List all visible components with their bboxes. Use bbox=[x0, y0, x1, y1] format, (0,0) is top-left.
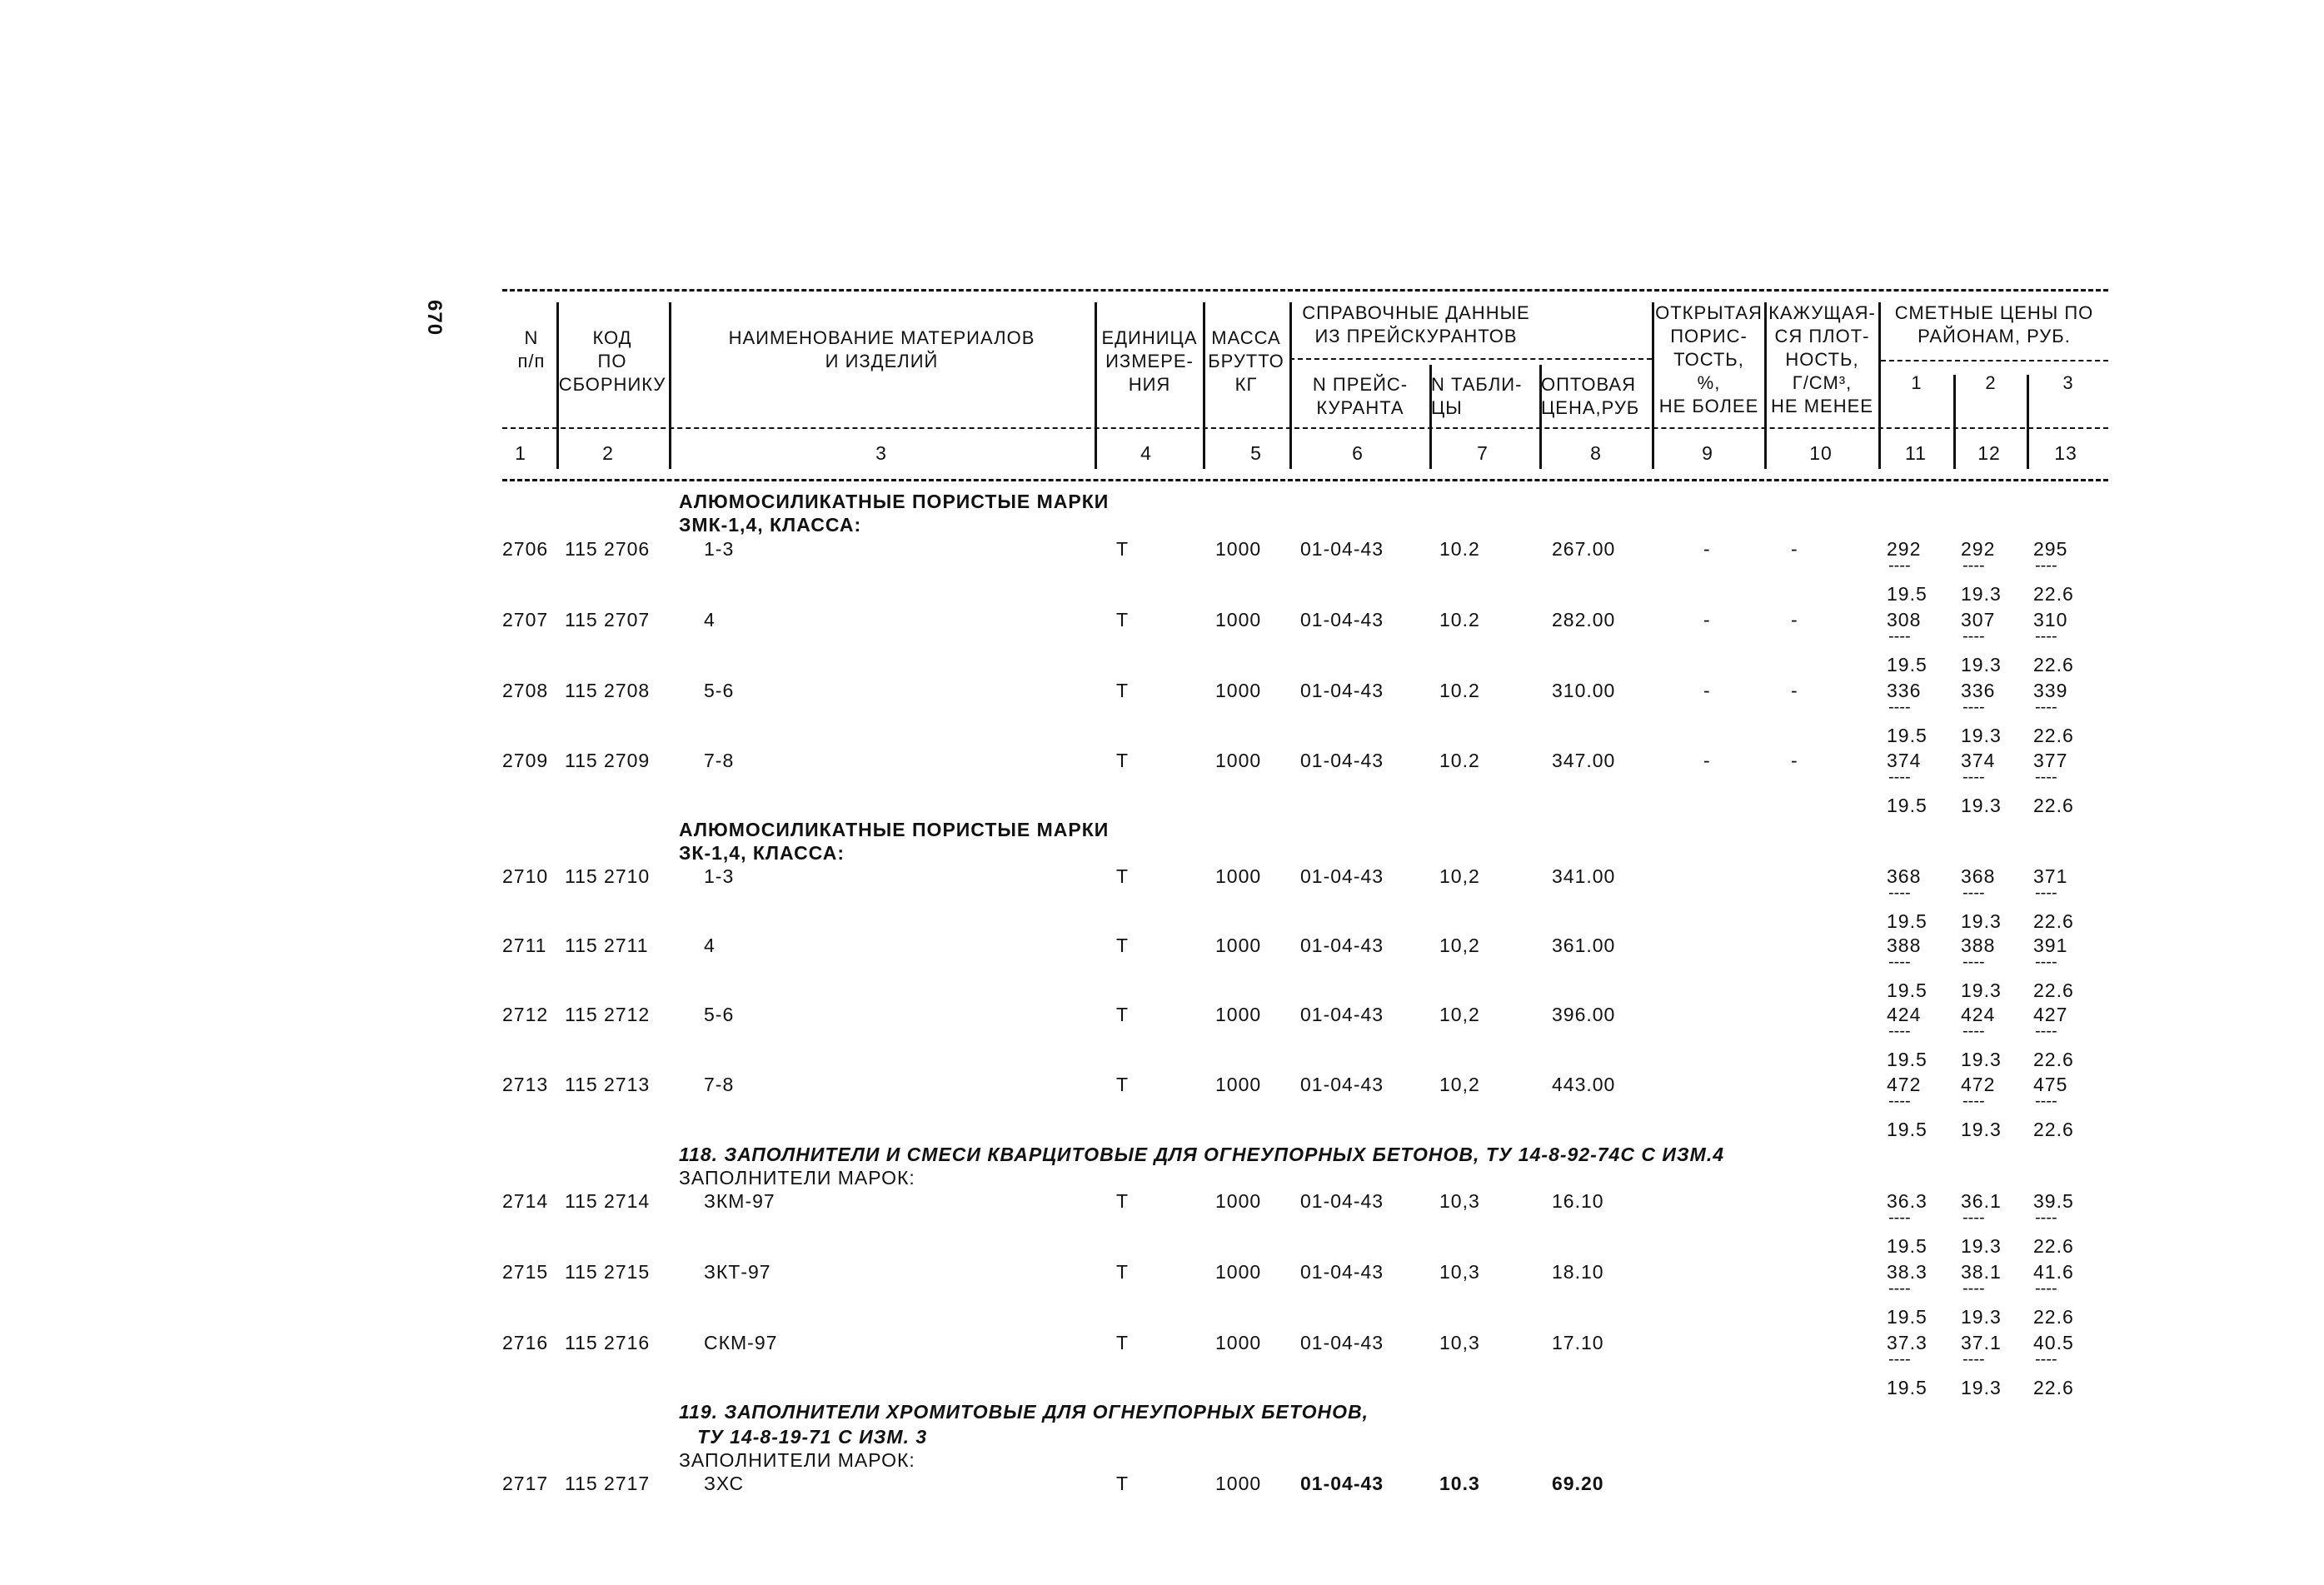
cell-p2: 307 bbox=[1961, 609, 1996, 631]
cell-table: 10,2 bbox=[1439, 935, 1480, 956]
cell-coefficient: 19.3 bbox=[1961, 979, 2002, 1001]
cell-p1: 368 bbox=[1887, 865, 1922, 887]
cell-price: 310.00 bbox=[1552, 680, 1616, 701]
cell-mass: 1000 bbox=[1215, 865, 1262, 887]
cell-unit: Т bbox=[1116, 750, 1130, 771]
column-number: 2 bbox=[602, 442, 614, 464]
fraction-line: ---- bbox=[1888, 1022, 1911, 1040]
fraction-line: ---- bbox=[1888, 698, 1911, 716]
cell-table: 10,2 bbox=[1439, 865, 1480, 887]
cell-p3: 475 bbox=[2033, 1074, 2068, 1095]
header-col-price-list: N ПРЕЙС- КУРАНТА bbox=[1312, 374, 1409, 418]
fraction-line: ---- bbox=[1888, 768, 1911, 786]
fraction-line: ---- bbox=[1888, 627, 1911, 645]
cell-p2: 37.1 bbox=[1961, 1332, 2002, 1353]
column-number: 8 bbox=[1590, 442, 1602, 464]
cell-p3: 427 bbox=[2033, 1004, 2068, 1025]
cell-p2: 292 bbox=[1961, 538, 1996, 560]
cell-p3: 339 bbox=[2033, 680, 2068, 701]
cell-n: 2706 bbox=[502, 538, 549, 560]
cell-coefficient: 22.6 bbox=[2033, 979, 2074, 1001]
cell-mass: 1000 bbox=[1215, 680, 1262, 701]
cell-p1: 37.3 bbox=[1887, 1332, 1928, 1353]
cell-name: 7-8 bbox=[704, 1074, 735, 1095]
cell-price-list: 01-04-43 bbox=[1300, 1261, 1384, 1283]
cell-n: 2715 bbox=[502, 1261, 549, 1283]
fraction-line: ---- bbox=[1962, 698, 1985, 716]
header-col-wholesale: ОПТОВАЯ ЦЕНА,РУБ bbox=[1541, 374, 1640, 418]
cell-porosity: - bbox=[1703, 750, 1711, 771]
section-title: 118. ЗАПОЛНИТЕЛИ И СМЕСИ КВАРЦИТОВЫЕ ДЛЯ ОГНЕУПОРНЫХ БЕТОНОВ, ТУ 14-8-92-74С С ИЗМ.4 bbox=[679, 1144, 1725, 1165]
cell-p1: 336 bbox=[1887, 680, 1922, 701]
cell-table: 10.2 bbox=[1439, 538, 1480, 560]
fraction-line: ---- bbox=[2035, 698, 2057, 716]
cell-coefficient: 19.5 bbox=[1887, 910, 1928, 932]
page-number: 670 bbox=[423, 300, 446, 336]
cell-coefficient: 22.6 bbox=[2033, 795, 2074, 816]
cell-p3: 371 bbox=[2033, 865, 2068, 887]
column-number: 13 bbox=[2054, 442, 2077, 464]
cell-porosity: - bbox=[1703, 538, 1711, 560]
cell-coefficient: 19.3 bbox=[1961, 795, 2002, 816]
cell-table: 10,3 bbox=[1439, 1261, 1480, 1283]
fraction-line: ---- bbox=[1888, 556, 1911, 575]
cell-coefficient: 19.5 bbox=[1887, 1119, 1928, 1140]
cell-n: 2709 bbox=[502, 750, 549, 771]
cell-p2: 424 bbox=[1961, 1004, 1996, 1025]
header-col-region3: 3 bbox=[2062, 372, 2074, 393]
cell-mass: 1000 bbox=[1215, 538, 1262, 560]
cell-unit: Т bbox=[1116, 680, 1130, 701]
cell-n: 2714 bbox=[502, 1190, 549, 1212]
column-number: 11 bbox=[1905, 442, 1927, 464]
cell-code: 115 2712 bbox=[565, 1004, 651, 1025]
cell-table: 10,2 bbox=[1439, 1074, 1480, 1095]
header-price-group: СМЕТНЫЕ ЦЕНЫ ПО РАЙОНАМ, РУБ. bbox=[1894, 302, 2094, 346]
section-title: АЛЮМОСИЛИКАТНЫЕ ПОРИСТЫЕ МАРКИ ЗК-1,4, КЛАССА: bbox=[679, 819, 1110, 864]
cell-code: 115 2711 bbox=[565, 935, 649, 956]
cell-unit: Т bbox=[1116, 1190, 1130, 1212]
cell-table: 10.2 bbox=[1439, 680, 1480, 701]
cell-name: 4 bbox=[704, 935, 716, 956]
cell-code: 115 2717 bbox=[565, 1473, 651, 1494]
header-col-unit: ЕДИНИЦА ИЗМЕРЕ- НИЯ bbox=[1101, 327, 1198, 395]
cell-mass: 1000 bbox=[1215, 1004, 1262, 1025]
cell-table: 10.2 bbox=[1439, 750, 1480, 771]
cell-porosity: - bbox=[1703, 680, 1711, 701]
cell-code: 115 2706 bbox=[565, 538, 651, 560]
cell-coefficient: 19.3 bbox=[1961, 1119, 2002, 1140]
cell-price-list: 01-04-43 bbox=[1300, 1074, 1384, 1095]
cell-unit: Т bbox=[1116, 1261, 1130, 1283]
cell-coefficient: 19.3 bbox=[1961, 1377, 2002, 1398]
cell-n: 2712 bbox=[502, 1004, 549, 1025]
cell-coefficient: 19.3 bbox=[1961, 1235, 2002, 1257]
header-top-rule bbox=[502, 289, 2108, 292]
cell-p1: 388 bbox=[1887, 935, 1922, 956]
header-col-mass: МАССА БРУТТО КГ bbox=[1208, 327, 1284, 395]
cell-price: 267.00 bbox=[1552, 538, 1616, 560]
fraction-line: ---- bbox=[2035, 556, 2057, 575]
cell-p1: 36.3 bbox=[1887, 1190, 1928, 1212]
fraction-line: ---- bbox=[1888, 1209, 1911, 1227]
cell-p2: 368 bbox=[1961, 865, 1996, 887]
cell-name: 7-8 bbox=[704, 750, 735, 771]
fraction-line: ---- bbox=[1962, 884, 1985, 902]
cell-coefficient: 22.6 bbox=[2033, 1049, 2074, 1070]
cell-coefficient: 19.3 bbox=[1961, 1049, 2002, 1070]
cell-name: 1-3 bbox=[704, 538, 735, 560]
fraction-line: ---- bbox=[1888, 1350, 1911, 1368]
cell-mass: 1000 bbox=[1215, 1074, 1262, 1095]
header-col-name: НАИМЕНОВАНИЕ МАТЕРИАЛОВ И ИЗДЕЛИЙ bbox=[728, 327, 1035, 371]
cell-coefficient: 19.5 bbox=[1887, 1306, 1928, 1328]
cell-p2: 388 bbox=[1961, 935, 1996, 956]
cell-density: - bbox=[1791, 609, 1798, 631]
cell-name: ЗКМ-97 bbox=[704, 1190, 775, 1212]
cell-coefficient: 22.6 bbox=[2033, 910, 2074, 932]
cell-price: 361.00 bbox=[1552, 935, 1616, 956]
cell-mass: 1000 bbox=[1215, 935, 1262, 956]
cell-unit: Т bbox=[1116, 1473, 1130, 1494]
cell-name: СКМ-97 bbox=[704, 1332, 778, 1353]
cell-p3: 310 bbox=[2033, 609, 2068, 631]
cell-name: 4 bbox=[704, 609, 716, 631]
cell-mass: 1000 bbox=[1215, 1261, 1262, 1283]
header-col-table: N ТАБЛИ- ЦЫ bbox=[1431, 374, 1523, 418]
cell-price: 16.10 bbox=[1552, 1190, 1604, 1212]
fraction-line: ---- bbox=[1962, 1279, 1985, 1298]
cell-code: 115 2714 bbox=[565, 1190, 651, 1212]
fraction-line: ---- bbox=[1962, 1209, 1985, 1227]
cell-table: 10,3 bbox=[1439, 1332, 1480, 1353]
header-col-region2: 2 bbox=[1985, 372, 1997, 393]
cell-price-list: 01-04-43 bbox=[1300, 538, 1384, 560]
cell-p2: 36.1 bbox=[1961, 1190, 2002, 1212]
cell-p3: 41.6 bbox=[2033, 1261, 2074, 1283]
column-number: 5 bbox=[1250, 442, 1262, 464]
column-number: 10 bbox=[1809, 442, 1833, 464]
cell-density: - bbox=[1791, 680, 1798, 701]
cell-price-list: 01-04-43 bbox=[1300, 1004, 1384, 1025]
cell-coefficient: 22.6 bbox=[2033, 725, 2074, 746]
cell-n: 2707 bbox=[502, 609, 549, 631]
cell-name: 5-6 bbox=[704, 680, 735, 701]
header-mid-rule bbox=[502, 427, 2108, 429]
cell-p3: 391 bbox=[2033, 935, 2068, 956]
cell-coefficient: 19.3 bbox=[1961, 583, 2002, 605]
cell-p2: 38.1 bbox=[1961, 1261, 2002, 1283]
cell-coefficient: 22.6 bbox=[2033, 654, 2074, 675]
cell-price: 443.00 bbox=[1552, 1074, 1616, 1095]
cell-price-list: 01-04-43 bbox=[1300, 750, 1384, 771]
fraction-line: ---- bbox=[1962, 556, 1985, 575]
fraction-line: ---- bbox=[2035, 1279, 2057, 1298]
cell-porosity: - bbox=[1703, 609, 1711, 631]
cell-price: 341.00 bbox=[1552, 865, 1616, 887]
cell-p3: 295 bbox=[2033, 538, 2068, 560]
cell-price-list: 01-04-43 bbox=[1300, 1473, 1384, 1494]
column-number: 7 bbox=[1477, 442, 1489, 464]
header-col-density: КАЖУЩАЯ- СЯ ПЛОТ- НОСТЬ, Г/СМ³, НЕ МЕНЕЕ bbox=[1768, 302, 1876, 416]
column-number: 1 bbox=[515, 442, 526, 464]
column-number: 4 bbox=[1140, 442, 1152, 464]
cell-coefficient: 19.5 bbox=[1887, 1377, 1928, 1398]
fraction-line: ---- bbox=[2035, 1092, 2057, 1110]
section-subtitle: ЗАПОЛНИТЕЛИ МАРОК: bbox=[679, 1167, 915, 1189]
cell-code: 115 2708 bbox=[565, 680, 651, 701]
column-number: 12 bbox=[1977, 442, 2001, 464]
cell-price: 69.20 bbox=[1552, 1473, 1604, 1494]
column-number: 9 bbox=[1702, 442, 1713, 464]
cell-price-list: 01-04-43 bbox=[1300, 1190, 1384, 1212]
column-number: 3 bbox=[875, 442, 887, 464]
cell-price-list: 01-04-43 bbox=[1300, 865, 1384, 887]
header-bottom-rule bbox=[502, 479, 2108, 481]
cell-price: 17.10 bbox=[1552, 1332, 1604, 1353]
cell-n: 2713 bbox=[502, 1074, 549, 1095]
header-col-code: КОД ПО СБОРНИКУ bbox=[558, 327, 666, 395]
cell-mass: 1000 bbox=[1215, 609, 1262, 631]
fraction-line: ---- bbox=[1888, 1092, 1911, 1110]
cell-mass: 1000 bbox=[1215, 1473, 1262, 1494]
cell-n: 2711 bbox=[502, 935, 547, 956]
cell-table: 10.3 bbox=[1439, 1473, 1480, 1494]
cell-price-list: 01-04-43 bbox=[1300, 935, 1384, 956]
cell-n: 2717 bbox=[502, 1473, 549, 1494]
fraction-line: ---- bbox=[2035, 1022, 2057, 1040]
cell-coefficient: 19.5 bbox=[1887, 1049, 1928, 1070]
fraction-line: ---- bbox=[2035, 768, 2057, 786]
section-title: 119. ЗАПОЛНИТЕЛИ ХРОМИТОВЫЕ ДЛЯ ОГНЕУПОРНЫХ БЕТОНОВ, ТУ 14-8-19-71 С ИЗМ. 3 bbox=[679, 1401, 1369, 1448]
cell-p1: 374 bbox=[1887, 750, 1922, 771]
cell-price: 396.00 bbox=[1552, 1004, 1616, 1025]
cell-unit: Т bbox=[1116, 538, 1130, 560]
fraction-line: ---- bbox=[1962, 953, 1985, 971]
cell-p1: 424 bbox=[1887, 1004, 1922, 1025]
fraction-line: ---- bbox=[1888, 884, 1911, 902]
cell-name: ЗКТ-97 bbox=[704, 1261, 771, 1283]
header-col-n: N п/п bbox=[517, 327, 546, 371]
cell-price: 18.10 bbox=[1552, 1261, 1604, 1283]
cell-name: 1-3 bbox=[704, 865, 735, 887]
cell-code: 115 2707 bbox=[565, 609, 651, 631]
cell-n: 2708 bbox=[502, 680, 549, 701]
cell-unit: Т bbox=[1116, 935, 1130, 956]
cell-mass: 1000 bbox=[1215, 1190, 1262, 1212]
cell-price: 282.00 bbox=[1552, 609, 1616, 631]
cell-name: ЗХС bbox=[704, 1473, 745, 1494]
cell-coefficient: 19.5 bbox=[1887, 979, 1928, 1001]
cell-p1: 292 bbox=[1887, 538, 1922, 560]
cell-n: 2716 bbox=[502, 1332, 549, 1353]
price-group-rule bbox=[1881, 360, 2108, 361]
fraction-line: ---- bbox=[2035, 884, 2057, 902]
header-col-region1: 1 bbox=[1911, 372, 1923, 393]
cell-coefficient: 22.6 bbox=[2033, 1119, 2074, 1140]
ref-group-rule bbox=[1289, 358, 1652, 360]
cell-p1: 308 bbox=[1887, 609, 1922, 631]
column-number: 6 bbox=[1352, 442, 1364, 464]
cell-table: 10,2 bbox=[1439, 1004, 1480, 1025]
cell-density: - bbox=[1791, 750, 1798, 771]
fraction-line: ---- bbox=[2035, 953, 2057, 971]
cell-p1: 472 bbox=[1887, 1074, 1922, 1095]
cell-coefficient: 19.5 bbox=[1887, 725, 1928, 746]
cell-unit: Т bbox=[1116, 1332, 1130, 1353]
cell-coefficient: 19.3 bbox=[1961, 910, 2002, 932]
cell-p3: 377 bbox=[2033, 750, 2068, 771]
cell-coefficient: 19.3 bbox=[1961, 654, 2002, 675]
cell-coefficient: 19.5 bbox=[1887, 654, 1928, 675]
cell-unit: Т bbox=[1116, 1004, 1130, 1025]
fraction-line: ---- bbox=[2035, 1209, 2057, 1227]
cell-table: 10,3 bbox=[1439, 1190, 1480, 1212]
cell-mass: 1000 bbox=[1215, 750, 1262, 771]
cell-coefficient: 22.6 bbox=[2033, 583, 2074, 605]
cell-price-list: 01-04-43 bbox=[1300, 680, 1384, 701]
cell-coefficient: 19.3 bbox=[1961, 1306, 2002, 1328]
fraction-line: ---- bbox=[1962, 768, 1985, 786]
cell-price-list: 01-04-43 bbox=[1300, 609, 1384, 631]
cell-p3: 40.5 bbox=[2033, 1332, 2074, 1353]
cell-p2: 374 bbox=[1961, 750, 1996, 771]
fraction-line: ---- bbox=[1962, 1092, 1985, 1110]
cell-p2: 336 bbox=[1961, 680, 1996, 701]
cell-coefficient: 22.6 bbox=[2033, 1306, 2074, 1328]
section-title: АЛЮМОСИЛИКАТНЫЕ ПОРИСТЫЕ МАРКИ ЗМК-1,4, КЛАССА: bbox=[679, 491, 1110, 536]
fraction-line: ---- bbox=[1888, 953, 1911, 971]
cell-density: - bbox=[1791, 538, 1798, 560]
cell-coefficient: 19.5 bbox=[1887, 795, 1928, 816]
cell-p2: 472 bbox=[1961, 1074, 1996, 1095]
cell-code: 115 2710 bbox=[565, 865, 651, 887]
cell-coefficient: 22.6 bbox=[2033, 1235, 2074, 1257]
fraction-line: ---- bbox=[1962, 1350, 1985, 1368]
cell-mass: 1000 bbox=[1215, 1332, 1262, 1353]
cell-p1: 38.3 bbox=[1887, 1261, 1928, 1283]
fraction-line: ---- bbox=[2035, 627, 2057, 645]
cell-coefficient: 22.6 bbox=[2033, 1377, 2074, 1398]
section-subtitle: ЗАПОЛНИТЕЛИ МАРОК: bbox=[679, 1449, 915, 1471]
cell-code: 115 2715 bbox=[565, 1261, 651, 1283]
cell-coefficient: 19.5 bbox=[1887, 583, 1928, 605]
cell-code: 115 2709 bbox=[565, 750, 651, 771]
cell-price: 347.00 bbox=[1552, 750, 1616, 771]
fraction-line: ---- bbox=[1888, 1279, 1911, 1298]
cell-n: 2710 bbox=[502, 865, 549, 887]
cell-name: 5-6 bbox=[704, 1004, 735, 1025]
cell-unit: Т bbox=[1116, 1074, 1130, 1095]
cell-table: 10.2 bbox=[1439, 609, 1480, 631]
cell-code: 115 2713 bbox=[565, 1074, 651, 1095]
fraction-line: ---- bbox=[1962, 627, 1985, 645]
cell-unit: Т bbox=[1116, 609, 1130, 631]
header-ref-group: СПРАВОЧНЫЕ ДАННЫЕ ИЗ ПРЕЙСКУРАНТОВ bbox=[1302, 302, 1530, 346]
cell-price-list: 01-04-43 bbox=[1300, 1332, 1384, 1353]
header-col-porosity: ОТКРЫТАЯ ПОРИС- ТОСТЬ, %, НЕ БОЛЕЕ bbox=[1655, 302, 1763, 416]
cell-unit: Т bbox=[1116, 865, 1130, 887]
fraction-line: ---- bbox=[2035, 1350, 2057, 1368]
cell-p3: 39.5 bbox=[2033, 1190, 2074, 1212]
fraction-line: ---- bbox=[1962, 1022, 1985, 1040]
cell-coefficient: 19.3 bbox=[1961, 725, 2002, 746]
cell-coefficient: 19.5 bbox=[1887, 1235, 1928, 1257]
cell-code: 115 2716 bbox=[565, 1332, 651, 1353]
